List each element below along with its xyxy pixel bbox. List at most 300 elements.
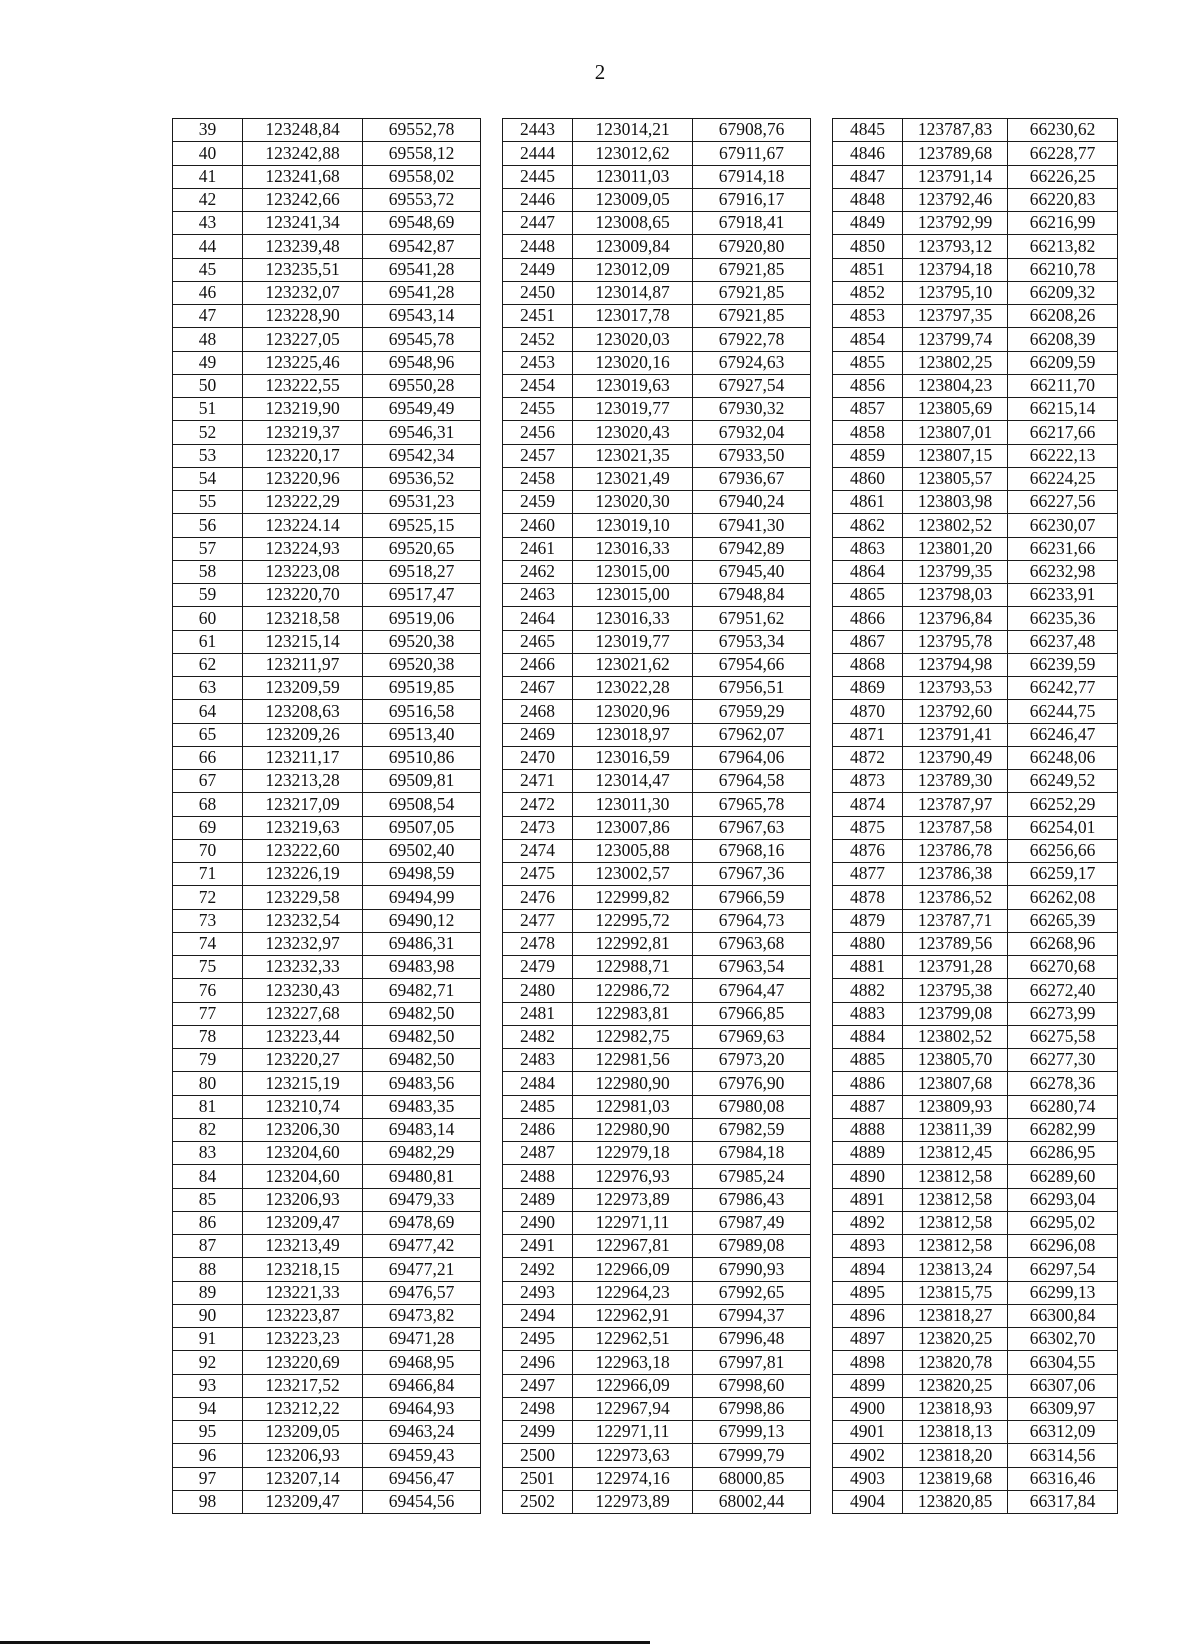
y-coordinate-cell: 67966,59	[693, 886, 811, 909]
x-coordinate-cell: 123020,03	[573, 328, 693, 351]
y-coordinate-cell: 67963,68	[693, 932, 811, 955]
x-coordinate-cell: 123219,63	[243, 816, 363, 839]
x-coordinate-cell: 123012,09	[573, 258, 693, 281]
x-coordinate-cell: 123813,24	[903, 1258, 1008, 1281]
point-number-cell: 55	[173, 491, 243, 514]
point-number-cell: 4890	[833, 1165, 903, 1188]
point-number-cell: 49	[173, 351, 243, 374]
y-coordinate-cell: 66209,59	[1008, 351, 1118, 374]
y-coordinate-cell: 69459,43	[363, 1444, 481, 1467]
y-coordinate-cell: 66312,09	[1008, 1421, 1118, 1444]
block-separator	[811, 979, 833, 1002]
block-separator	[811, 1165, 833, 1188]
y-coordinate-cell: 66228,77	[1008, 142, 1118, 165]
point-number-cell: 59	[173, 584, 243, 607]
y-coordinate-cell: 66278,36	[1008, 1072, 1118, 1095]
y-coordinate-cell: 66249,52	[1008, 770, 1118, 793]
block-separator	[481, 1165, 503, 1188]
y-coordinate-cell: 67996,48	[693, 1328, 811, 1351]
point-number-cell: 4862	[833, 514, 903, 537]
x-coordinate-cell: 123011,30	[573, 793, 693, 816]
table-row	[173, 1049, 1118, 1072]
y-coordinate-cell: 69553,72	[363, 188, 481, 211]
x-coordinate-cell: 123789,56	[903, 932, 1008, 955]
point-number-cell: 4891	[833, 1188, 903, 1211]
y-coordinate-cell: 67918,41	[693, 212, 811, 235]
point-number-cell: 2457	[503, 444, 573, 467]
point-number-cell: 2445	[503, 165, 573, 188]
point-number-cell: 60	[173, 607, 243, 630]
block-separator	[481, 700, 503, 723]
x-coordinate-cell: 123019,63	[573, 374, 693, 397]
x-coordinate-cell: 123805,70	[903, 1049, 1008, 1072]
x-coordinate-cell: 123792,46	[903, 188, 1008, 211]
point-number-cell: 61	[173, 630, 243, 653]
y-coordinate-cell: 66268,96	[1008, 932, 1118, 955]
block-separator	[481, 1258, 503, 1281]
x-coordinate-cell: 122974,16	[573, 1467, 693, 1490]
x-coordinate-cell: 123786,78	[903, 839, 1008, 862]
y-coordinate-cell: 69516,58	[363, 700, 481, 723]
block-separator	[481, 537, 503, 560]
table-row	[173, 1142, 1118, 1165]
y-coordinate-cell: 66209,32	[1008, 281, 1118, 304]
point-number-cell: 2466	[503, 653, 573, 676]
point-number-cell: 2492	[503, 1258, 573, 1281]
point-number-cell: 65	[173, 723, 243, 746]
y-coordinate-cell: 66213,82	[1008, 235, 1118, 258]
y-coordinate-cell: 66217,66	[1008, 421, 1118, 444]
block-separator	[481, 886, 503, 909]
x-coordinate-cell: 123005,88	[573, 839, 693, 862]
y-coordinate-cell: 66237,48	[1008, 630, 1118, 653]
block-separator	[811, 677, 833, 700]
block-separator	[481, 584, 503, 607]
y-coordinate-cell: 67967,63	[693, 816, 811, 839]
point-number-cell: 2468	[503, 700, 573, 723]
y-coordinate-cell: 66277,30	[1008, 1049, 1118, 1072]
block-separator	[481, 165, 503, 188]
block-separator	[481, 1374, 503, 1397]
y-coordinate-cell: 69478,69	[363, 1211, 481, 1234]
point-number-cell: 4869	[833, 677, 903, 700]
point-number-cell: 4846	[833, 142, 903, 165]
point-number-cell: 57	[173, 537, 243, 560]
point-number-cell: 4853	[833, 305, 903, 328]
point-number-cell: 4900	[833, 1397, 903, 1420]
point-number-cell: 4884	[833, 1025, 903, 1048]
point-number-cell: 2484	[503, 1072, 573, 1095]
y-coordinate-cell: 69507,05	[363, 816, 481, 839]
point-number-cell: 44	[173, 235, 243, 258]
x-coordinate-cell: 123812,58	[903, 1165, 1008, 1188]
block-separator	[481, 560, 503, 583]
y-coordinate-cell: 69542,34	[363, 444, 481, 467]
point-number-cell: 90	[173, 1304, 243, 1327]
x-coordinate-cell: 123220,70	[243, 584, 363, 607]
y-coordinate-cell: 66235,36	[1008, 607, 1118, 630]
x-coordinate-cell: 123209,26	[243, 723, 363, 746]
point-number-cell: 4867	[833, 630, 903, 653]
block-separator	[481, 630, 503, 653]
point-number-cell: 2446	[503, 188, 573, 211]
x-coordinate-cell: 123206,30	[243, 1118, 363, 1141]
table-row	[173, 467, 1118, 490]
table-row	[173, 444, 1118, 467]
block-separator	[481, 328, 503, 351]
y-coordinate-cell: 66211,70	[1008, 374, 1118, 397]
point-number-cell: 2491	[503, 1235, 573, 1258]
point-number-cell: 48	[173, 328, 243, 351]
y-coordinate-cell: 69520,65	[363, 537, 481, 560]
x-coordinate-cell: 122979,18	[573, 1142, 693, 1165]
table-row	[173, 1374, 1118, 1397]
y-coordinate-cell: 66262,08	[1008, 886, 1118, 909]
table-row	[173, 607, 1118, 630]
x-coordinate-cell: 123818,93	[903, 1397, 1008, 1420]
point-number-cell: 66	[173, 746, 243, 769]
table-row	[173, 1258, 1118, 1281]
y-coordinate-cell: 66222,13	[1008, 444, 1118, 467]
point-number-cell: 4870	[833, 700, 903, 723]
x-coordinate-cell: 123809,93	[903, 1095, 1008, 1118]
point-number-cell: 2475	[503, 863, 573, 886]
coordinates-table-body	[173, 119, 1118, 1514]
x-coordinate-cell: 123239,48	[243, 235, 363, 258]
point-number-cell: 4857	[833, 398, 903, 421]
block-separator	[811, 444, 833, 467]
point-number-cell: 40	[173, 142, 243, 165]
y-coordinate-cell: 67945,40	[693, 560, 811, 583]
x-coordinate-cell: 122980,90	[573, 1072, 693, 1095]
point-number-cell: 4883	[833, 1002, 903, 1025]
point-number-cell: 2494	[503, 1304, 573, 1327]
x-coordinate-cell: 123011,03	[573, 165, 693, 188]
point-number-cell: 2482	[503, 1025, 573, 1048]
y-coordinate-cell: 66230,07	[1008, 514, 1118, 537]
x-coordinate-cell: 123227,68	[243, 1002, 363, 1025]
point-number-cell: 73	[173, 909, 243, 932]
x-coordinate-cell: 123232,97	[243, 932, 363, 955]
y-coordinate-cell: 67954,66	[693, 653, 811, 676]
y-coordinate-cell: 66265,39	[1008, 909, 1118, 932]
block-separator	[811, 165, 833, 188]
x-coordinate-cell: 122981,56	[573, 1049, 693, 1072]
point-number-cell: 68	[173, 793, 243, 816]
point-number-cell: 2480	[503, 979, 573, 1002]
y-coordinate-cell: 67932,04	[693, 421, 811, 444]
point-number-cell: 80	[173, 1072, 243, 1095]
block-separator	[481, 444, 503, 467]
x-coordinate-cell: 123007,86	[573, 816, 693, 839]
y-coordinate-cell: 66232,98	[1008, 560, 1118, 583]
x-coordinate-cell: 123206,93	[243, 1188, 363, 1211]
table-row	[173, 584, 1118, 607]
point-number-cell: 4893	[833, 1235, 903, 1258]
x-coordinate-cell: 123791,28	[903, 956, 1008, 979]
point-number-cell: 2477	[503, 909, 573, 932]
table-row	[173, 1095, 1118, 1118]
y-coordinate-cell: 69550,28	[363, 374, 481, 397]
point-number-cell: 4863	[833, 537, 903, 560]
point-number-cell: 89	[173, 1281, 243, 1304]
point-number-cell: 83	[173, 1142, 243, 1165]
x-coordinate-cell: 123819,68	[903, 1467, 1008, 1490]
y-coordinate-cell: 67942,89	[693, 537, 811, 560]
block-separator	[481, 212, 503, 235]
x-coordinate-cell: 122962,91	[573, 1304, 693, 1327]
y-coordinate-cell: 68002,44	[693, 1490, 811, 1513]
table-row	[173, 1118, 1118, 1141]
point-number-cell: 4886	[833, 1072, 903, 1095]
y-coordinate-cell: 69480,81	[363, 1165, 481, 1188]
point-number-cell: 4885	[833, 1049, 903, 1072]
block-separator	[811, 1258, 833, 1281]
x-coordinate-cell: 123226,19	[243, 863, 363, 886]
x-coordinate-cell: 123002,57	[573, 863, 693, 886]
block-separator	[811, 491, 833, 514]
block-separator	[811, 188, 833, 211]
x-coordinate-cell: 123815,75	[903, 1281, 1008, 1304]
x-coordinate-cell: 123795,78	[903, 630, 1008, 653]
block-separator	[481, 1490, 503, 1513]
x-coordinate-cell: 123230,43	[243, 979, 363, 1002]
block-separator	[481, 723, 503, 746]
y-coordinate-cell: 66220,83	[1008, 188, 1118, 211]
x-coordinate-cell: 123020,43	[573, 421, 693, 444]
point-number-cell: 2463	[503, 584, 573, 607]
point-number-cell: 4866	[833, 607, 903, 630]
x-coordinate-cell: 123207,14	[243, 1467, 363, 1490]
x-coordinate-cell: 123209,59	[243, 677, 363, 700]
point-number-cell: 39	[173, 119, 243, 142]
block-separator	[811, 212, 833, 235]
block-separator	[481, 1304, 503, 1327]
block-separator	[811, 700, 833, 723]
block-separator	[481, 1142, 503, 1165]
block-separator	[481, 1444, 503, 1467]
table-row	[173, 119, 1118, 142]
point-number-cell: 97	[173, 1467, 243, 1490]
block-separator	[481, 863, 503, 886]
x-coordinate-cell: 123820,25	[903, 1374, 1008, 1397]
table-row	[173, 886, 1118, 909]
block-separator	[811, 863, 833, 886]
point-number-cell: 2467	[503, 677, 573, 700]
point-number-cell: 2498	[503, 1397, 573, 1420]
y-coordinate-cell: 67924,63	[693, 351, 811, 374]
table-row	[173, 979, 1118, 1002]
x-coordinate-cell: 123802,52	[903, 514, 1008, 537]
x-coordinate-cell: 123787,58	[903, 816, 1008, 839]
y-coordinate-cell: 69483,98	[363, 956, 481, 979]
x-coordinate-cell: 123795,10	[903, 281, 1008, 304]
point-number-cell: 4897	[833, 1328, 903, 1351]
point-number-cell: 93	[173, 1374, 243, 1397]
block-separator	[811, 560, 833, 583]
x-coordinate-cell: 123020,16	[573, 351, 693, 374]
point-number-cell: 4873	[833, 770, 903, 793]
x-coordinate-cell: 123812,58	[903, 1235, 1008, 1258]
point-number-cell: 4896	[833, 1304, 903, 1327]
block-separator	[481, 677, 503, 700]
table-row	[173, 1328, 1118, 1351]
x-coordinate-cell: 123016,33	[573, 537, 693, 560]
y-coordinate-cell: 67999,13	[693, 1421, 811, 1444]
y-coordinate-cell: 67994,37	[693, 1304, 811, 1327]
y-coordinate-cell: 66302,70	[1008, 1328, 1118, 1351]
point-number-cell: 67	[173, 770, 243, 793]
table-row	[173, 816, 1118, 839]
x-coordinate-cell: 123215,14	[243, 630, 363, 653]
block-separator	[481, 1002, 503, 1025]
y-coordinate-cell: 66297,54	[1008, 1258, 1118, 1281]
point-number-cell: 91	[173, 1328, 243, 1351]
y-coordinate-cell: 66275,58	[1008, 1025, 1118, 1048]
point-number-cell: 2493	[503, 1281, 573, 1304]
x-coordinate-cell: 123018,97	[573, 723, 693, 746]
y-coordinate-cell: 67956,51	[693, 677, 811, 700]
x-coordinate-cell: 123220,17	[243, 444, 363, 467]
block-separator	[481, 1118, 503, 1141]
table-row	[173, 281, 1118, 304]
block-separator	[481, 746, 503, 769]
point-number-cell: 2486	[503, 1118, 573, 1141]
block-separator	[811, 258, 833, 281]
point-number-cell: 85	[173, 1188, 243, 1211]
point-number-cell: 2443	[503, 119, 573, 142]
x-coordinate-cell: 123223,08	[243, 560, 363, 583]
x-coordinate-cell: 122995,72	[573, 909, 693, 932]
point-number-cell: 2464	[503, 607, 573, 630]
x-coordinate-cell: 123804,23	[903, 374, 1008, 397]
table-row	[173, 258, 1118, 281]
table-row	[173, 328, 1118, 351]
block-separator	[811, 537, 833, 560]
point-number-cell: 2489	[503, 1188, 573, 1211]
y-coordinate-cell: 66224,25	[1008, 467, 1118, 490]
point-number-cell: 47	[173, 305, 243, 328]
table-row	[173, 723, 1118, 746]
point-number-cell: 2449	[503, 258, 573, 281]
block-separator	[811, 1304, 833, 1327]
block-separator	[811, 1421, 833, 1444]
block-separator	[811, 1049, 833, 1072]
point-number-cell: 4860	[833, 467, 903, 490]
x-coordinate-cell: 123801,20	[903, 537, 1008, 560]
block-separator	[481, 1211, 503, 1234]
x-coordinate-cell: 123787,71	[903, 909, 1008, 932]
table-row	[173, 1304, 1118, 1327]
x-coordinate-cell: 123799,74	[903, 328, 1008, 351]
x-coordinate-cell: 123021,35	[573, 444, 693, 467]
block-separator	[481, 770, 503, 793]
point-number-cell: 2465	[503, 630, 573, 653]
point-number-cell: 56	[173, 514, 243, 537]
x-coordinate-cell: 123248,84	[243, 119, 363, 142]
point-number-cell: 4901	[833, 1421, 903, 1444]
point-number-cell: 4865	[833, 584, 903, 607]
x-coordinate-cell: 122982,75	[573, 1025, 693, 1048]
x-coordinate-cell: 123222,60	[243, 839, 363, 862]
y-coordinate-cell: 66282,99	[1008, 1118, 1118, 1141]
y-coordinate-cell: 69558,12	[363, 142, 481, 165]
table-row	[173, 421, 1118, 444]
point-number-cell: 4859	[833, 444, 903, 467]
block-separator	[811, 1142, 833, 1165]
point-number-cell: 82	[173, 1118, 243, 1141]
point-number-cell: 51	[173, 398, 243, 421]
x-coordinate-cell: 123791,41	[903, 723, 1008, 746]
point-number-cell: 2476	[503, 886, 573, 909]
x-coordinate-cell: 123787,83	[903, 119, 1008, 142]
block-separator	[811, 467, 833, 490]
block-separator	[481, 793, 503, 816]
x-coordinate-cell: 123789,30	[903, 770, 1008, 793]
x-coordinate-cell: 123211,17	[243, 746, 363, 769]
y-coordinate-cell: 66296,08	[1008, 1235, 1118, 1258]
x-coordinate-cell: 123802,25	[903, 351, 1008, 374]
block-separator	[811, 956, 833, 979]
x-coordinate-cell: 123204,60	[243, 1165, 363, 1188]
y-coordinate-cell: 69531,23	[363, 491, 481, 514]
point-number-cell: 2501	[503, 1467, 573, 1490]
point-number-cell: 2500	[503, 1444, 573, 1467]
x-coordinate-cell: 123787,97	[903, 793, 1008, 816]
x-coordinate-cell: 123793,12	[903, 235, 1008, 258]
point-number-cell: 4880	[833, 932, 903, 955]
table-row	[173, 700, 1118, 723]
x-coordinate-cell: 123820,25	[903, 1328, 1008, 1351]
point-number-cell: 2469	[503, 723, 573, 746]
x-coordinate-cell: 122966,09	[573, 1258, 693, 1281]
y-coordinate-cell: 69466,84	[363, 1374, 481, 1397]
x-coordinate-cell: 123208,63	[243, 700, 363, 723]
block-separator	[811, 421, 833, 444]
point-number-cell: 84	[173, 1165, 243, 1188]
point-number-cell: 53	[173, 444, 243, 467]
block-separator	[811, 584, 833, 607]
y-coordinate-cell: 69536,52	[363, 467, 481, 490]
x-coordinate-cell: 123014,47	[573, 770, 693, 793]
x-coordinate-cell: 123229,58	[243, 886, 363, 909]
y-coordinate-cell: 66226,25	[1008, 165, 1118, 188]
point-number-cell: 4845	[833, 119, 903, 142]
point-number-cell: 75	[173, 956, 243, 979]
y-coordinate-cell: 67922,78	[693, 328, 811, 351]
y-coordinate-cell: 66300,84	[1008, 1304, 1118, 1327]
table-row	[173, 932, 1118, 955]
y-coordinate-cell: 66230,62	[1008, 119, 1118, 142]
block-separator	[481, 119, 503, 142]
x-coordinate-cell: 122999,82	[573, 886, 693, 909]
y-coordinate-cell: 69490,12	[363, 909, 481, 932]
y-coordinate-cell: 66231,66	[1008, 537, 1118, 560]
point-number-cell: 95	[173, 1421, 243, 1444]
x-coordinate-cell: 123020,30	[573, 491, 693, 514]
y-coordinate-cell: 67985,24	[693, 1165, 811, 1188]
y-coordinate-cell: 67969,63	[693, 1025, 811, 1048]
x-coordinate-cell: 122973,89	[573, 1490, 693, 1513]
x-coordinate-cell: 123009,84	[573, 235, 693, 258]
point-number-cell: 4861	[833, 491, 903, 514]
point-number-cell: 2496	[503, 1351, 573, 1374]
block-separator	[481, 514, 503, 537]
point-number-cell: 4854	[833, 328, 903, 351]
table-row	[173, 537, 1118, 560]
x-coordinate-cell: 123792,99	[903, 212, 1008, 235]
block-separator	[811, 1374, 833, 1397]
